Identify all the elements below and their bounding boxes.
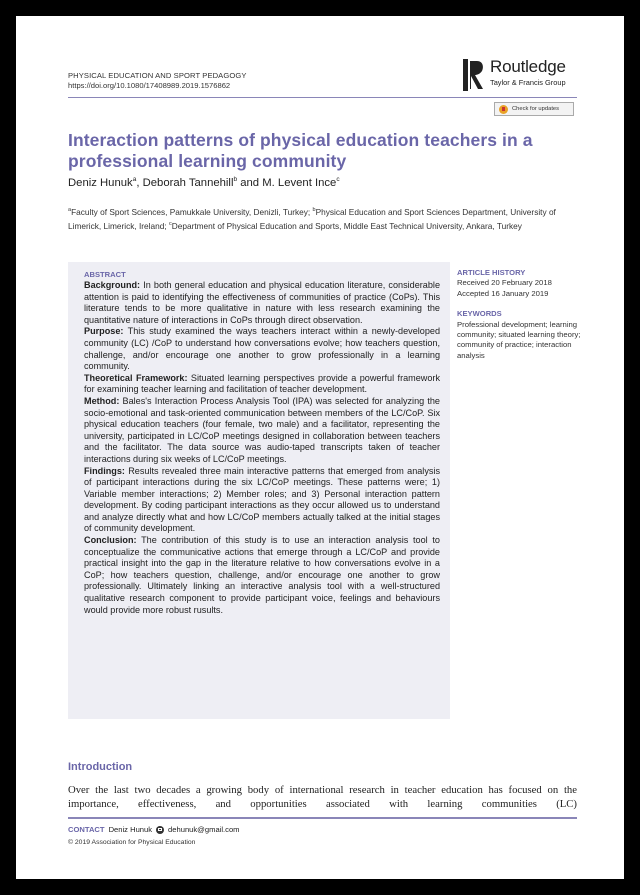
abstract-purpose xyxy=(84,326,440,372)
abstract-background xyxy=(84,280,440,326)
crossmark-icon xyxy=(499,105,508,114)
contact-email[interactable]: dehunuk@gmail.com xyxy=(168,825,240,834)
author-affil-marker: c xyxy=(336,176,340,183)
section-heading: Background: xyxy=(84,280,141,290)
section-text: The contribution of this study is to use an interaction analysis tool to conceptualize the communicative actions that emerge through a LC/CoP and provide practical insight into the gap in the literature relative to how conversations evolve in a CoP; how teachers question, challenge, and/or encourage one another to grow professionally. Ultimately linking an interactive analysis tool with a well-structured qualitative research component to provide participant voice, feelings and behaviours would provide more robust rusults. xyxy=(84,535,440,615)
affiliation: Department of Physical Education and Sports, Middle East Technical University, Ankara, Turkey xyxy=(171,220,522,231)
accepted-date: Accepted 16 January 2019 xyxy=(457,288,549,298)
affiliation: Faculty of Sport Sciences, Pamukkale University, Denizli, Turkey; xyxy=(71,206,313,217)
contact-label: CONTACT xyxy=(68,825,105,834)
author-list xyxy=(68,176,340,189)
introduction-text: Over the last two decades a growing body of international research in teacher education has focused on the importance, effectiveness, and opportunities associated with learning communities (LC) xyxy=(68,784,577,811)
section-text: Situated learning perspectives provide a powerful framework for examining teacher learning and facilitation of teacher development. xyxy=(84,372,440,395)
paper-page xyxy=(16,16,624,879)
abstract-conclusion xyxy=(84,535,440,616)
footer-rule xyxy=(68,817,577,819)
publisher-subtitle: Taylor & Francis Group xyxy=(490,78,566,87)
contact-line xyxy=(68,825,240,834)
author: Deborah Tannehill xyxy=(142,176,234,189)
section-text: In both general education and physical education literature, considerable attention is paid to identifying the effectiveness of communities of practice (CoPs). This literature tends to be more qualitative in nature with less research examining the quantitative nature of interactions in CoPs through direct observation. xyxy=(84,280,440,325)
abstract-content xyxy=(84,270,440,616)
abstract-findings xyxy=(84,466,440,536)
keywords-list: Professional development; learning community; situated learning theory; community of practice; interaction analysis xyxy=(457,319,581,360)
publisher-logo xyxy=(463,56,583,96)
check-for-updates-label: Check for updates xyxy=(512,106,560,112)
section-text: This study examined the ways teachers interact within a newly-developed community (LC) /CoP to understand how conversations evolve; how teachers question, challenge, and/or encourage one another to grow professionally in a learning community. xyxy=(84,326,440,372)
copyright: © 2019 Association for Physical Education xyxy=(68,839,196,846)
author-separator: , xyxy=(136,176,143,189)
section-heading: Findings: xyxy=(84,465,125,476)
article-sidebar xyxy=(457,268,582,361)
affil-marker: b xyxy=(312,207,316,213)
section-heading: Purpose: xyxy=(84,326,124,337)
keywords-label: KEYWORDS xyxy=(457,309,502,319)
publisher-name: Routledge xyxy=(490,57,566,76)
affil-marker: a xyxy=(68,207,72,213)
header-rule xyxy=(68,97,577,98)
contact-name: Deniz Hunuk xyxy=(108,825,153,834)
section-heading: Conclusion: xyxy=(84,535,137,546)
author-affil-marker: a xyxy=(132,176,137,183)
author: Deniz Hunuk xyxy=(68,176,133,189)
author-affil-marker: b xyxy=(233,176,238,183)
journal-name: PHYSICAL EDUCATION AND SPORT PEDAGOGY xyxy=(68,71,247,80)
article-title: Interaction patterns of physical education teachers in a professional learning community xyxy=(68,130,533,171)
author-separator: and xyxy=(237,176,263,189)
section-text: Results revealed three main interactive patterns that emerged from analysis of participant interactions during the six LC/CoP meetings. These patterns were; 1) Variable member interactions; 2) Member roles; and 3) Personal interaction pattern development. By coding participant interactions as they occur allowed us to understand and analyze directly what and how LC/CoP members actually talked at the initial stages of community development. xyxy=(84,465,440,534)
abstract-method xyxy=(84,396,440,466)
received-date: Received 20 February 2018 xyxy=(457,278,552,288)
doi-link[interactable]: https://doi.org/10.1080/17408989.2019.1576862 xyxy=(68,81,231,90)
check-for-updates-button[interactable] xyxy=(494,102,574,116)
introduction-heading: Introduction xyxy=(68,761,133,773)
affiliations xyxy=(68,204,578,232)
section-text: Bales's Interaction Process Analysis Tool (IPA) was selected for analyzing the socio-emotional and task-oriented communication between members of the LC/CoP. Six physical education teachers (four female, two male) and a facilitator, representing the university, participated in LC/CoP meetings designed in collaboration between teachers and the facilitator. The data source was audio-taped transcripts taken of teacher interactions during six weeks of LC/CoP meetings. xyxy=(84,395,440,464)
article-history-label: ARTICLE HISTORY xyxy=(457,268,526,277)
section-heading: Method: xyxy=(84,395,120,406)
affil-marker: c xyxy=(168,220,172,227)
routledge-r-icon xyxy=(463,59,485,91)
abstract-box xyxy=(68,262,450,719)
section-heading: Theoretical Framework: xyxy=(84,372,188,383)
email-icon xyxy=(156,826,164,834)
author: M. Levent Ince xyxy=(262,176,337,189)
affiliation: Physical Education and Sport Sciences Department, University of Limerick, Limerick, Ireland; xyxy=(68,206,556,231)
abstract-label: ABSTRACT xyxy=(84,270,126,279)
abstract-theoretical-framework xyxy=(84,373,440,396)
